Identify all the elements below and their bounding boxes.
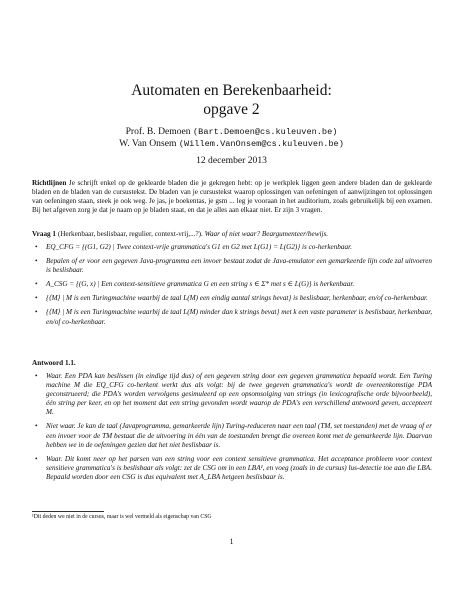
page-number: 1 (229, 537, 234, 546)
intro-text: Je schrijft enkel op de geklearde bladen die je gekregen hebt: op je werkplek liggen geen andere bladen dan de geklearde bladen en de bladen van de cursustekst. De bladen van je cursustekst waarop oplossingen van oefeningen of aanwijzingen tot oplossingen van oefeningen staan, steek je ook weg. Je jas, je boekentas, je gsm ... leg je vooraan in het auditorium, zoals gebruikelijk bij een examen. Bij het afgeven zorg je dat je naam op je bladen staat, en dat je alles aan elkaar niet. Er zijn 3 vragen. (32, 179, 432, 215)
author-2 (0, 138, 463, 150)
list-item (32, 455, 432, 482)
footnote: ¹Dit deden we niet in de cursus, maar is wel vermeld als eigenschap van CSG (32, 514, 212, 520)
intro-paragraph (32, 179, 432, 215)
list-item (32, 422, 432, 449)
footnote-divider (32, 511, 104, 512)
list-item (32, 243, 432, 252)
author-2-name: W. Van Onsem (119, 138, 177, 149)
list-item (32, 257, 432, 275)
list-item (32, 372, 432, 417)
intro-label: Richtlijnen (32, 179, 67, 187)
author-2-email: (Willem.VanOnsem@cs.kuleuven.be) (178, 139, 344, 149)
answer-list (32, 372, 432, 487)
bullet-icon: • (35, 422, 38, 431)
date: 12 december 2013 (196, 155, 267, 166)
question-item-text: EQ_CFG = {(G1, G2) | Twee context-vrije grammatica's G1 en G2 met L(G1) = L(G2)} is co-herkenbaar. (46, 243, 352, 251)
answer-item-text: Waar. Een PDA kan beslissen (in eindige tijd dus) of een gegeven string door een gegeven grammatica bepaald wordt. Een Turing machine M die EQ_CFG co-herkent werkt dus als volgt: bij de twee gegeven grammatica's wordt de overeenkomstige PDA geconstrueerd; die PDA's worden vervolgens gesimuleerd op een opsomsolging van strings (in lexicografische orde bijvoorbeeld), één string per keer, en op het moment dat een string gevonden wordt waarop de PDA's een verschillend antwoord geven, accepteert M. (46, 372, 432, 417)
title-line-2: opgave 2 (203, 101, 260, 118)
question-1-heading (32, 230, 432, 239)
author-1-name: Prof. B. Demoen (125, 126, 191, 137)
answer-item-text: Niet waar. Je kan de taal (Javaprogramma, gemarkeerde lijn) Turing-reduceren naar een taal (TM, set toestanden) met de vraag of er een invoer voor de TM bestaat die de uitvoering in één van de toestanden brengt die overeen komt met de gemarkeerde lijn. Daarvan hebben we in de oefeningen gezien dat het niet beslisbaar is. (46, 422, 432, 449)
question-item-text: {⟨M⟩ | M is een Turingmachine waarbij de taal L(M) een eindig aantal strings bevat} is beslisbaar, herkenbaar, en/of co-herkenbaar. (46, 294, 428, 303)
answer-heading (32, 359, 432, 368)
question-item-text: Bepalen of er voor een gegeven Java-programma een invoer bestaat zodat de Java-emulator een gemarkeerde lijn code zal uitvoeren is beslisbaar. (46, 257, 432, 275)
answer-item-text: Waar. Dit komt neer op het parsen van een string voor een context sensitieve grammatica. Het acceptance probleem voor context sensitieve grammatica's is beslisbaar als volgt: zet de CSG om in een LBA¹, en voeg (zoals in de cursus) lus-detectie toe aan die LBA. Bepaald worden door een CSG is dus equivalent met A_LBA hetgeen beslisbaar is. (46, 454, 432, 481)
bullet-icon: • (35, 257, 38, 266)
list-item (32, 294, 432, 303)
question-1-text: (Herkenbaar, beslisbaar, regulier, context-vrij,...?). (57, 230, 203, 238)
list-item (32, 308, 432, 326)
author-1-email: (Bart.Demoen@cs.kuleuven.be) (193, 127, 338, 137)
author-1 (0, 126, 463, 138)
bullet-icon: • (35, 294, 38, 303)
question-1-list (32, 243, 432, 332)
question-item-text: {⟨M⟩ | M is een Turingmachine waarbij de taal L(M) minder dan k strings bevat} met k een vaste parameter is beslisbaar, herkenbaar, en/of co-herkenbaar. (46, 308, 432, 326)
bullet-icon: • (35, 372, 38, 380)
bullet-icon: • (35, 308, 38, 317)
bullet-icon: • (35, 280, 38, 289)
list-item (32, 280, 432, 289)
answer-label: Antwoord 1.1. (32, 359, 76, 367)
question-1-italic: Waar of niet waar? Beargumenteer/bewijs. (204, 230, 329, 238)
title-line-1: Automaten en Berekenbaarheid: (131, 82, 332, 99)
question-item-text: A_CSG = {(G, x) | Een context-sensitieve grammatica G en een string s ∈ Σ* met s ∈ L(G)} is herkenbaar. (46, 280, 355, 289)
question-1-label: Vraag 1 (32, 230, 57, 238)
bullet-icon: • (35, 454, 38, 463)
bullet-icon: • (35, 243, 38, 251)
